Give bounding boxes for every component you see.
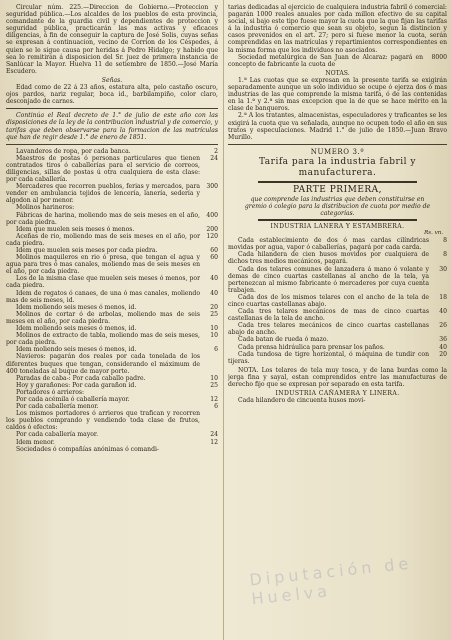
nota-1: 1.ª Las cuotas que se expresan en la presente tarifa se exigirán separadamente aunque un solo individuo se ocupe ó ejerza dos ó mas industrias de las que comprende la misma tarifa, ó de las contenidas en la 1.ª y 2.ª sin mas excepcion que la de que se hace mérito en la clase de banqueros. (228, 76, 447, 113)
tariff-description: Portadores ó arrieros: (16, 388, 85, 396)
tariff-description: Cada tundosa de tigre horizontal, ó máquina de tundir con tijeras. (228, 350, 429, 365)
tariff-row (6, 155, 218, 183)
tariff-row (6, 396, 218, 403)
tariff-value: 18 (439, 293, 447, 301)
tariff-row (6, 233, 218, 247)
tariff-value: 120 (206, 232, 218, 240)
tariff-description: Cada establecimiento de dos ó mas cardas cilíndricas movidas por agua, vapor ó caballerías, pagará por cada carda. (228, 237, 429, 252)
tariff-value: 20 (210, 303, 218, 311)
tariff-value: 25 (210, 381, 218, 389)
tariff-description: Navieros: pagarán dos reales por cada tonelada de los diferentes buques que tengan, considerando el máximum de 400 toneladas al buque de mayor porte. (6, 353, 200, 375)
tariff-description: Molinos harineros: (16, 204, 75, 212)
parte-heading: PARTE PRIMERA, (292, 184, 383, 195)
circular-text: Circular núm. 225.—Direccion de Gobierno.—Proteccion y seguridad pública.—Los alcaldes de los pueblos de esta provincia, comandante de la guardia civil y dependientes de proteccion y seguridad pública, practicarán las mas activas y eficaces diligencias, á fin de conseguir la captura de José Solis, cuyas señas se expresan á continuacion, vecino de Corrion de los Céspedes, á quien se le sigue causa por heridas á Pedro Hidalgo; y habido que sea lo remitirán á disposicion del Sr. juez de primera instancia de Sanlúcar la Mayor. Huelva 11 de setiembre de 1850.—José María Escudero. (6, 4, 218, 75)
tariff-description: Molinos de cortar ó de arbolas, moliendo mas de seis meses en el año, por cada piedra. (6, 310, 200, 325)
parte-subheading: que comprende las industrias que deben constituirse en gremio ó colegio para la distribucion de cuota por medio de categorías. (244, 195, 431, 217)
tariff-value: 10 (210, 332, 218, 340)
divider (6, 144, 218, 145)
tariff-row (6, 389, 218, 396)
tariff-description: Cada hilandera de cien husos movidos por cualquiera de dichos tres medios mecánicos, pagará. (228, 251, 429, 266)
tariff-row (228, 294, 447, 308)
tariff-description: Idem que muelen seis meses ó menos. (16, 225, 135, 233)
tariff-description: Fábricas de harina, moliendo mas de seis meses en el año, por cada piedra. (6, 211, 200, 226)
tariff-description: Cada dos de los mismos telares con el ancho de la tela de cinco cuartas castellanas abajo. (228, 293, 429, 308)
tariff-value: 400 (206, 211, 218, 219)
tariff-value: 26 (439, 322, 447, 330)
tariff-value: 60 (210, 254, 218, 262)
last-line: Cada hilandero de cincuenta husos movi- (238, 397, 366, 405)
tariff-row (6, 325, 218, 332)
tariff-description: Los mismos portadores ó arrieros que trafican y recorren los pueblos comprando y vendiendo toda clase de frutos, caldos ó efectos: (6, 410, 200, 432)
tariff-row (6, 254, 218, 275)
tariff-row (228, 251, 447, 265)
tariff-row (6, 148, 218, 155)
tariff-value: 2 (214, 147, 218, 155)
tariff-row (6, 275, 218, 289)
tariff-row (6, 204, 218, 211)
tariff-row (228, 308, 447, 322)
tariff-description: Maestros de postas ó personas particulares que tienen contratados tiros ó caballerías para el servicio de correos, diligencias, sillas de postas ú otra cualquiera de esta clase: por cada caballería. (6, 154, 200, 184)
right-column (228, 0, 447, 640)
tariff-row (6, 410, 218, 431)
tariff-description: Idem menor. (16, 438, 55, 446)
tariff-description: Por cada caballería mayor. (16, 431, 99, 439)
tariff-value: 8 (443, 251, 447, 259)
tariff-description: Por cada caballería menor. (16, 403, 99, 411)
nota-telares: NOTA. Los telares de tela muy tosca, y de lana burdas como la jerga fina y sayal, estan comprendidos entre las manufacturas de derecho fijo que se expresan por separado en esta tarifa. (228, 366, 447, 389)
tariff-row (6, 311, 218, 325)
tarifa-heading: Tarifa para la industria fabril y manufacturera. (258, 156, 416, 178)
tariff-row (228, 237, 447, 251)
tariff-description: Cada tres telares mecánicos de cinco cuartas castellanas abajo de ancho. (228, 322, 429, 337)
tariff-row (6, 403, 218, 410)
tariff-row (228, 336, 447, 343)
tariff-value: 20 (439, 350, 447, 358)
watermark: Diputación de Huelva (248, 553, 414, 609)
tariff-description: Sociedades ó compañías anónimas ó comandi- (16, 445, 159, 453)
tariff-row (228, 322, 447, 336)
tariff-value (200, 204, 218, 211)
tariff-row (228, 351, 447, 365)
tariff-row (6, 226, 218, 233)
senas-text: Edad como de 22 á 23 años, estatura alta, pelo castaño oscuro, ojos pardos, nariz regular, boca id., barbilampiño, color claro, desconjado de carnes. (6, 84, 218, 106)
tariff-row (6, 183, 218, 204)
left-column (6, 0, 218, 640)
sociedad-row (228, 54, 447, 68)
sociedad-desc: Sociedad metalúrgica de San Juan de Alcaraz: pagará en concepto de fabricante la cuota de (228, 53, 423, 68)
tariff-value (200, 446, 218, 453)
canamera-heading: INDUSTRIA CAÑAMERA Y LINERA. (275, 390, 400, 398)
tariff-value: 36 (439, 336, 447, 344)
tariff-row (228, 266, 447, 294)
tariff-value: 200 (206, 225, 218, 233)
tariff-description: Por cada acémila ó caballería mayor. (16, 395, 130, 403)
tariff-value: 10 (210, 374, 218, 382)
tariff-description: Idem moliendo seis meses ó menos, id. (16, 346, 137, 354)
tariff-description: Idem que muelen seis meses por cada piedra. (16, 247, 158, 254)
tariff-value: 12 (210, 438, 218, 446)
divider (258, 219, 417, 221)
tariff-value: 40 (439, 343, 447, 351)
tariff-row (6, 212, 218, 226)
divider (6, 108, 218, 109)
decreto-heading: Continúa el Real decreto de 1.° de julio de este año con las disposiciones de la ley de la contribucion industrial y de comercio, y tarifas que deben observarse para la formacion de las matrículas que han de regir desde 1.° de enero de 1851. (6, 112, 218, 141)
tariff-value: 30 (439, 265, 447, 273)
tariff-value: 300 (206, 183, 218, 191)
numero-heading: NUMERO 3.º (310, 147, 365, 156)
tariff-description: Hoy y garañones: Por cada garañon id. (16, 381, 137, 389)
left-tariff-list (6, 148, 218, 453)
tariff-description: Molinos maquileros en rio ó presa, que tengan el agua y agua para tres ó mas canales, moliendo mas de seis meses en el año, por cada piedra. (6, 254, 200, 276)
tariff-row (6, 431, 218, 438)
tariff-value (200, 410, 218, 431)
nota-2: 2.ª A los tratantes, almacenistas, especuladores y traficantes se les exigirá la cuota que va señalada, aunque no ocupen todo el año en sus tratos y especulaciones. Madrid 1.° de julio de 1850.—Juan Bravo Murillo. (228, 112, 447, 141)
tariff-row (6, 290, 218, 304)
tariff-description: Lavanderos de ropa, por cada banca. (16, 147, 131, 155)
tariff-row (228, 344, 447, 351)
sociedad-value: 8000 (431, 53, 447, 61)
tariff-description: Los de la misma clase que muelen seis meses ó menos, por cada piedra. (6, 275, 200, 290)
tariff-value: 8 (443, 237, 447, 245)
tariff-description: Idem moliendo seis meses ó menos, id. (16, 303, 137, 311)
tariff-description: Idem moliendo seis meses ó menos, id. (16, 325, 137, 333)
tariff-description: Cada batan de rueda ó mazo. (238, 336, 329, 344)
lanera-heading: INDUSTRIA LANERA Y ESTAMBRERA. (270, 223, 405, 231)
tariff-value: 25 (210, 310, 218, 318)
tariff-value: 60 (210, 247, 218, 254)
tariff-description: Cada prensa hidráulica para prensar los paños. (238, 343, 385, 351)
sociedades-text: tarias dedicadas al ejercicio de cualquiera industria fabril ó comercial: pagarán 1000 reales anuales por cada millon efectivo de su capital social, si bajo este tipo fuese mayor la cuota que la que fijan las tarifas á la industria ó comercio que sean su objeto, segun la distincion y casos prevenidos en el art. 27; pero si fuese menor la cuota, serán comprendidas en las matrículas y repartimientos correspondientes en la misma forma que los individuos no asociados. (228, 4, 447, 54)
tariff-value: 40 (210, 275, 218, 283)
tariff-value: 6 (214, 403, 218, 411)
tariff-row (6, 353, 218, 374)
tariff-description: Aceñas de rio, moliendo mas de seis meses en el año, por cada piedra. (6, 232, 200, 247)
tariff-description: Cada dos telares comunes de lanzadera á mano ó volante y demas de cinco cuartas castellanas al ancho de la tela, ya pertenezcan al mismo fabricante ó mercaderes por cuya cuenta trabajen. (228, 265, 429, 294)
tariff-value (200, 353, 218, 374)
tariff-value: 40 (210, 289, 218, 297)
tariff-description: Cada tres telares mecánicos de mas de cinco cuartas castellanas de la tela de ancho. (228, 308, 429, 323)
tariff-row (6, 247, 218, 254)
rs-vn-label: Rs. vn. (424, 230, 443, 237)
senas-label: Señas. (101, 76, 123, 84)
tariff-value (200, 389, 218, 396)
divider (228, 144, 447, 145)
tariff-row (6, 304, 218, 311)
notas-label: NOTAS. (325, 69, 350, 77)
tariff-row (6, 346, 218, 353)
tariff-description: Molinos de extracto de tabla, moliendo mas de seis meses, por cada piedra. (6, 332, 200, 347)
tariff-value: 12 (210, 395, 218, 403)
tariff-row (6, 375, 218, 382)
tariff-value: 10 (210, 325, 218, 333)
divider (258, 181, 417, 183)
tariff-row (6, 439, 218, 446)
tariff-description: Idem de regatos ó canaes, de una ó mas canales, moliendo mas de seis meses, id. (6, 289, 200, 304)
tariff-value: 24 (210, 154, 218, 162)
tariff-row (6, 446, 218, 453)
tariff-row (6, 382, 218, 389)
tariff-value: 40 (439, 308, 447, 316)
column-gutter (223, 0, 224, 640)
tariff-row (6, 332, 218, 346)
right-tariff-list (228, 237, 447, 365)
tariff-value: 24 (210, 431, 218, 439)
tariff-value: 6 (214, 346, 218, 354)
tariff-description: Paradas de caba-: Por cada caballo padre. (16, 374, 146, 382)
tariff-description: Mercaderes que recorren pueblos, ferias y mercados, para vender en ambulancia tejidos de lencería, lanería, sedería y algodon al por menor. (6, 183, 200, 205)
